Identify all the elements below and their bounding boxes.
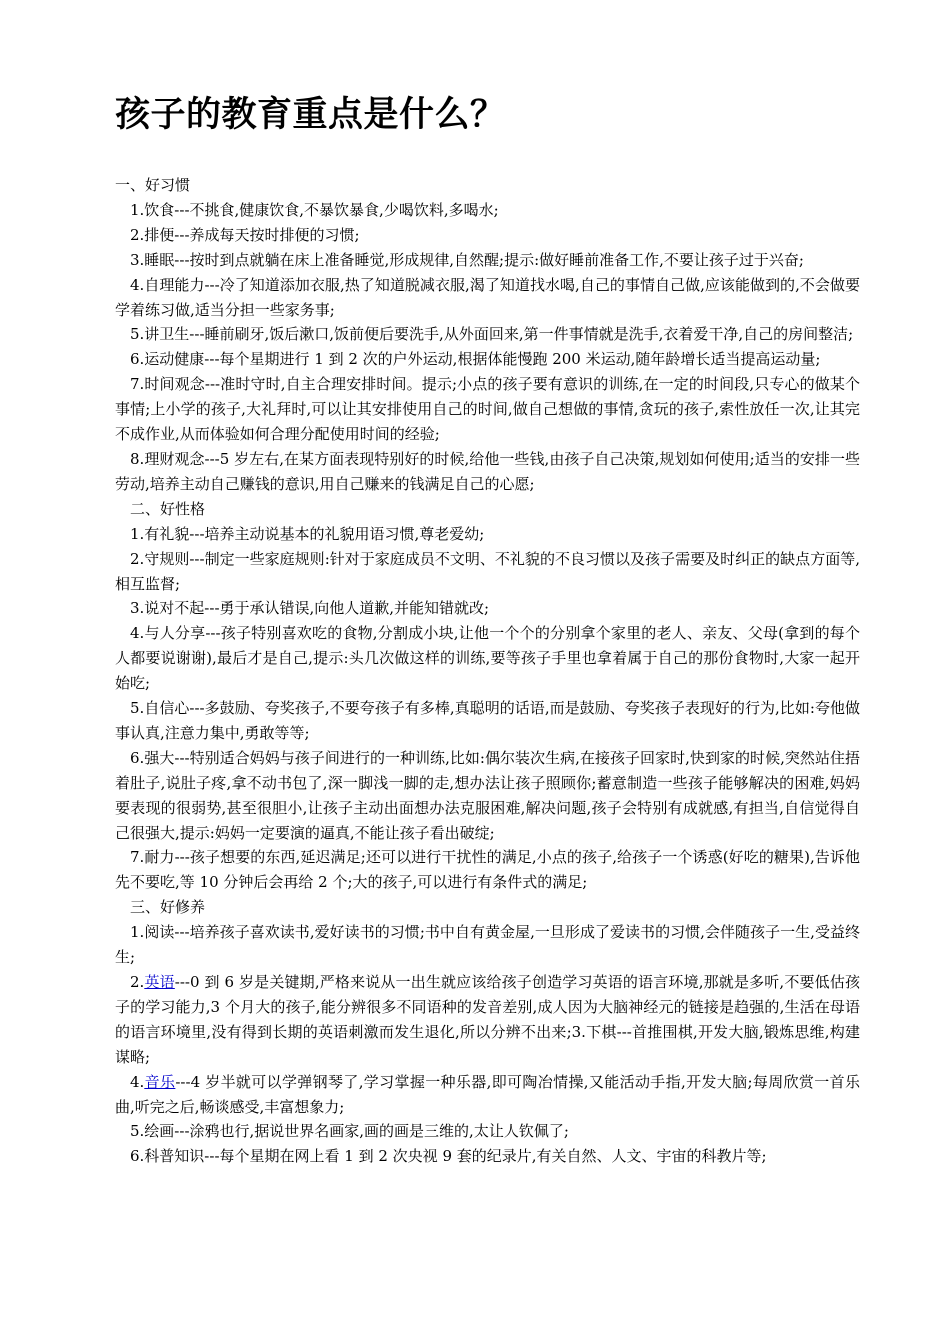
item-number: 4. [130,1072,145,1091]
item-text: ---0 到 6 岁是关键期,严格来说从一出生就应该给孩子创造学习英语的语言环境,那就是多听,不要低估孩子的学习能力,3 个月大的孩子,能分辨很多不同语种的发音差别,成人因为大脑神经元的链接是趋强的,生活在母语的语言环境里,没有得到长期的英语刺激而发生退化,所以分辨不出来;3.下棋---首推围棋,开发大脑,锻炼思维,构建谋略; [115,973,860,1066]
list-item: 5.讲卫生---睡前刷牙,饭后漱口,饭前便后要洗手,从外面回来,第一件事情就是洗手,衣着爱干净,自己的房间整洁; [130,325,854,344]
list-item: 7.耐力---孩子想要的东西,延迟满足;还可以进行干扰性的满足,小点的孩子,给孩子一个诱惑(好吃的糖果),告诉他先不要吃,等 10 分钟后会再给 2 个;大的孩子,可以进行有条件式的满足; [115,848,860,892]
list-item-english [115,970,860,1070]
list-item: 3.睡眠---按时到点就躺在床上准备睡觉,形成规律,自然醒;提示:做好睡前准备工作,不要让孩子过于兴奋; [130,250,804,269]
section-heading-character: 二、好性格 [130,499,206,518]
list-item: 2.排便---养成每天按时排便的习惯; [130,225,360,244]
section-heading-habits: 一、好习惯 [115,176,191,194]
list-item: 2.守规则---制定一些家庭规则:针对于家庭成员不文明、不礼貌的不良习惯以及孩子需要及时纠正的缺点方面等,相互监督; [115,549,860,593]
music-link[interactable]: 音乐 [144,1072,176,1091]
item-number: 2. [130,973,145,991]
list-item: 3.说对不起---勇于承认错误,向他人道歉,并能知错就改; [130,599,490,618]
list-item: 7.时间观念---准时守时,自主合理安排时间。提示;小点的孩子要有意识的训练,在一定的时间段,只专心的做某个事情;上小学的孩子,大礼拜时,可以让其安排使用自己的时间,做自己想做的事情,贪玩的孩子,索性放任一次,让其完不成作业,从而体验如何合理分配使用时间的经验; [115,375,860,444]
list-item: 4.自理能力---冷了知道添加衣服,热了知道脱减衣服,渴了知道找水喝,自己的事情自己做,应该能做到的,不会做要学着练习做,适当分担一些家务事; [115,275,860,319]
list-item: 4.与人分享---孩子特别喜欢吃的食物,分割成小块,让他一个个的分别拿个家里的老人、亲友、父母(拿到的每个人都要说谢谢),最后才是自己,提示:头几次做这样的训练,要等孩子手里也拿着属于自己的那份食物时,大家一起开始吃; [115,624,860,693]
list-item: 6.强大---特别适合妈妈与孩子间进行的一种训练,比如:偶尔装次生病,在接孩子回家时,快到家的时候,突然站住捂着肚子,说肚子疼,拿不动书包了,深一脚浅一脚的走,想办法让孩子照顾你;蓄意制造一些孩子能够解决的困难,妈妈要表现的很弱势,甚至很胆小,让孩子主动出面想办法克服困难,解决问题,孩子会特别有成就感,有担当,自信觉得自己很强大,提示:妈妈一定要演的逼真,不能让孩子看出破绽; [115,748,860,842]
list-item: 8.理财观念---5 岁左右,在某方面表现特别好的时候,给他一些钱,由孩子自己决策,规划如何使用;适当的安排一些劳动,培养主动自己赚钱的意识,用自己赚来的钱满足自己的心愿; [115,449,860,493]
list-item: 6.运动健康---每个星期进行 1 到 2 次的户外运动,根据体能慢跑 200 米运动,随年龄增长适当提高运动量; [130,350,821,369]
item-text: ---4 岁半就可以学弹钢琴了,学习掌握一种乐器,即可陶冶情操,又能活动手指,开发大脑;每周欣赏一首乐曲,听完之后,畅谈感受,丰富想象力; [115,1072,860,1116]
list-item: 1.阅读---培养孩子喜欢读书,爱好读书的习惯;书中自有黄金屋,一旦形成了爱读书的习惯,会伴随孩子一生,受益终生; [115,923,860,967]
list-item: 1.有礼貌---培养主动说基本的礼貌用语习惯,尊老爱幼; [130,524,485,543]
english-link[interactable]: 英语 [144,973,175,991]
list-item: 1.饮食---不挑食,健康饮食,不暴饮暴食,少喝饮料,多喝水; [130,200,499,219]
list-item: 5.自信心---多鼓励、夸奖孩子,不要夸孩子有多棒,真聪明的话语,而是鼓励、夸奖孩子表现好的行为,比如:夸他做事认真,注意力集中,勇敢等等; [115,699,860,742]
list-item-music [115,1070,860,1120]
list-item: 6.科普知识---每个星期在网上看 1 到 2 次央视 9 套的纪录片,有关自然、人文、宇宙的科教片等; [130,1147,767,1166]
document-page [115,92,860,1169]
section-heading-cultivation: 三、好修养 [130,898,206,917]
document-title: 孩子的教育重点是什么？ [115,94,506,135]
list-item: 5.绘画---涂鸦也行,据说世界名画家,画的画是三维的,太让人钦佩了; [130,1122,569,1141]
